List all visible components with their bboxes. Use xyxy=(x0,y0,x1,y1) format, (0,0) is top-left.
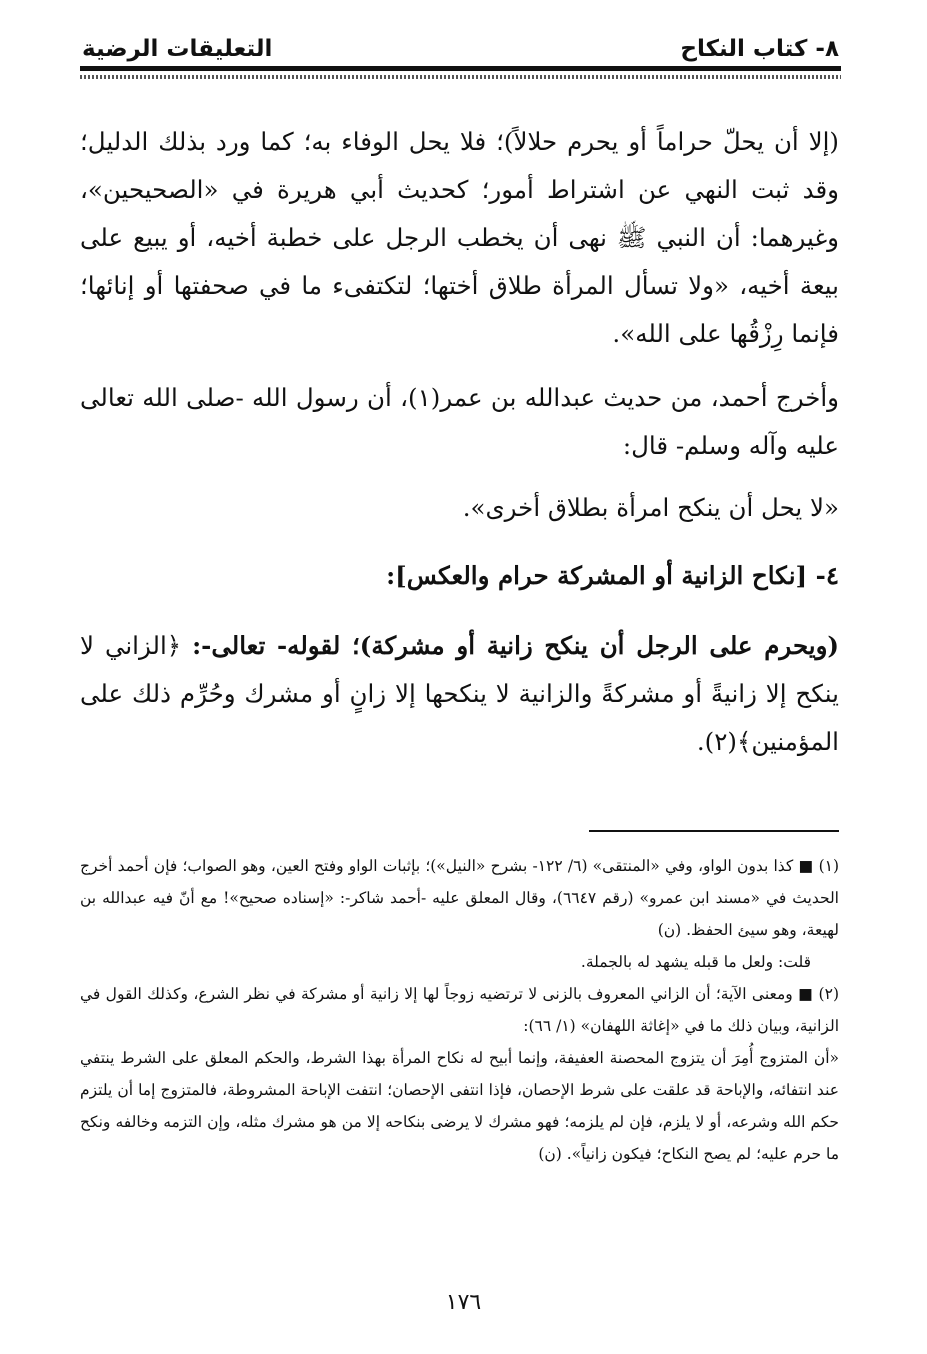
paragraph-2: وأخرج أحمد، من حديث عبدالله بن عمر(١)، أن رسول الله -صلى الله تعالى عليه وآله وسلم- قال: xyxy=(80,383,839,460)
chapter-title: ٨- كتاب النكاح xyxy=(680,36,839,62)
footnote-2: (٢) ■ ومعنى الآية؛ أن الزاني المعروف بالزنى لا ترتضيه زوجاً لها إلا زانية أو مشركة في نظر الشرع، وكذلك القول في الزانية، وبيان ذلك ما في «إغاثة اللهفان» (١/ ٦٦): xyxy=(80,985,839,1035)
paragraph-1: (إلا أن يحلّ حراماً أو يحرم حلالاً)؛ فلا يحل الوفاء به؛ كما ورد بذلك الدليل؛ وقد ثبت النهي عن اشتراط أمور؛ كحديث أبي هريرة في «الصحيحين»، وغيرهما: أن النبي ﷺ نهى أن يخطب الرجل على خطبة أخيه، أو يبيع على بيعة أخيه، «ولا تسأل المرأة طلاق أختها؛ لتكتفىء ما في صحفتها أو إنائها؛ فإنما رِزْقُها على الله». xyxy=(80,127,839,348)
book-title: التعليقات الرضية xyxy=(82,36,273,62)
header-dotted-rule xyxy=(80,75,841,79)
quoted-hadith: «لا يحل أن ينكح امرأة بطلاق أخرى». xyxy=(462,493,839,522)
footnotes xyxy=(80,850,839,1170)
running-header xyxy=(82,28,839,62)
page-number: ١٧٦ xyxy=(445,1290,482,1315)
main-text xyxy=(80,118,839,766)
footnote-1: (١) ■ كذا بدون الواو، وفي «المنتقى» (٦/ ١٢٢- بشرح «النيل»)؛ بإثبات الواو وفتح العين، وهو الصواب؛ فإن أحمد أخرج الحديث في «مسند ابن عمرو» (رقم ٦٦٤٧)، وقال المعلق عليه -أحمد شاكر-: «إسناده صحيح»! مع أنّ فيه عبدالله بن لهيعة، وهو سيئ الحفظ. (ن) xyxy=(80,857,840,939)
footnote-1-comment: قلت: ولعل ما قبله يشهد له بالجملة. xyxy=(580,953,811,971)
section-heading: ٤- [نكاح الزانية أو المشركة حرام والعكس]: xyxy=(386,561,839,590)
quran-verse: ﴿الزاني لا ينكح إلا زانيةً أو مشركةً والزانية لا ينكحها إلا زانٍ أو مشرك وحُرِّم ذلك على المؤمنين﴾(٢). xyxy=(80,631,839,756)
paragraph-4 xyxy=(80,622,839,766)
paragraph-4-ruling: (ويحرم على الرجل أن ينكح زانية أو مشركة)؛ لقوله- تعالى-: xyxy=(192,631,839,660)
footnote-2-quote: «أن المتزوج أُمِرَ أن يتزوج المحصنة العفيفة، وإنما أبيح له نكاح المرأة بهذا الشرط، والحكم المعلق على الشرط ينتفي عند انتفائه، والإباحة قد علقت على شرط الإحصان، فإذا انتفى الإحصان؛ انتفت الإباحة المشروطة، فالمتزوج إما أن يلتزم حكم الله وشرعه، أو لا يلزم، فإن لم يلزمه؛ فهو مشرك لا يرضى بنكاحه إلا من هو مشرك مثله، وإن التزمه وخالفه ونكح ما حرم عليه؛ لم يصح النكاح؛ فيكون زانياً». (ن) xyxy=(80,1049,839,1163)
header-rule xyxy=(80,66,841,71)
footnote-separator xyxy=(589,830,839,832)
